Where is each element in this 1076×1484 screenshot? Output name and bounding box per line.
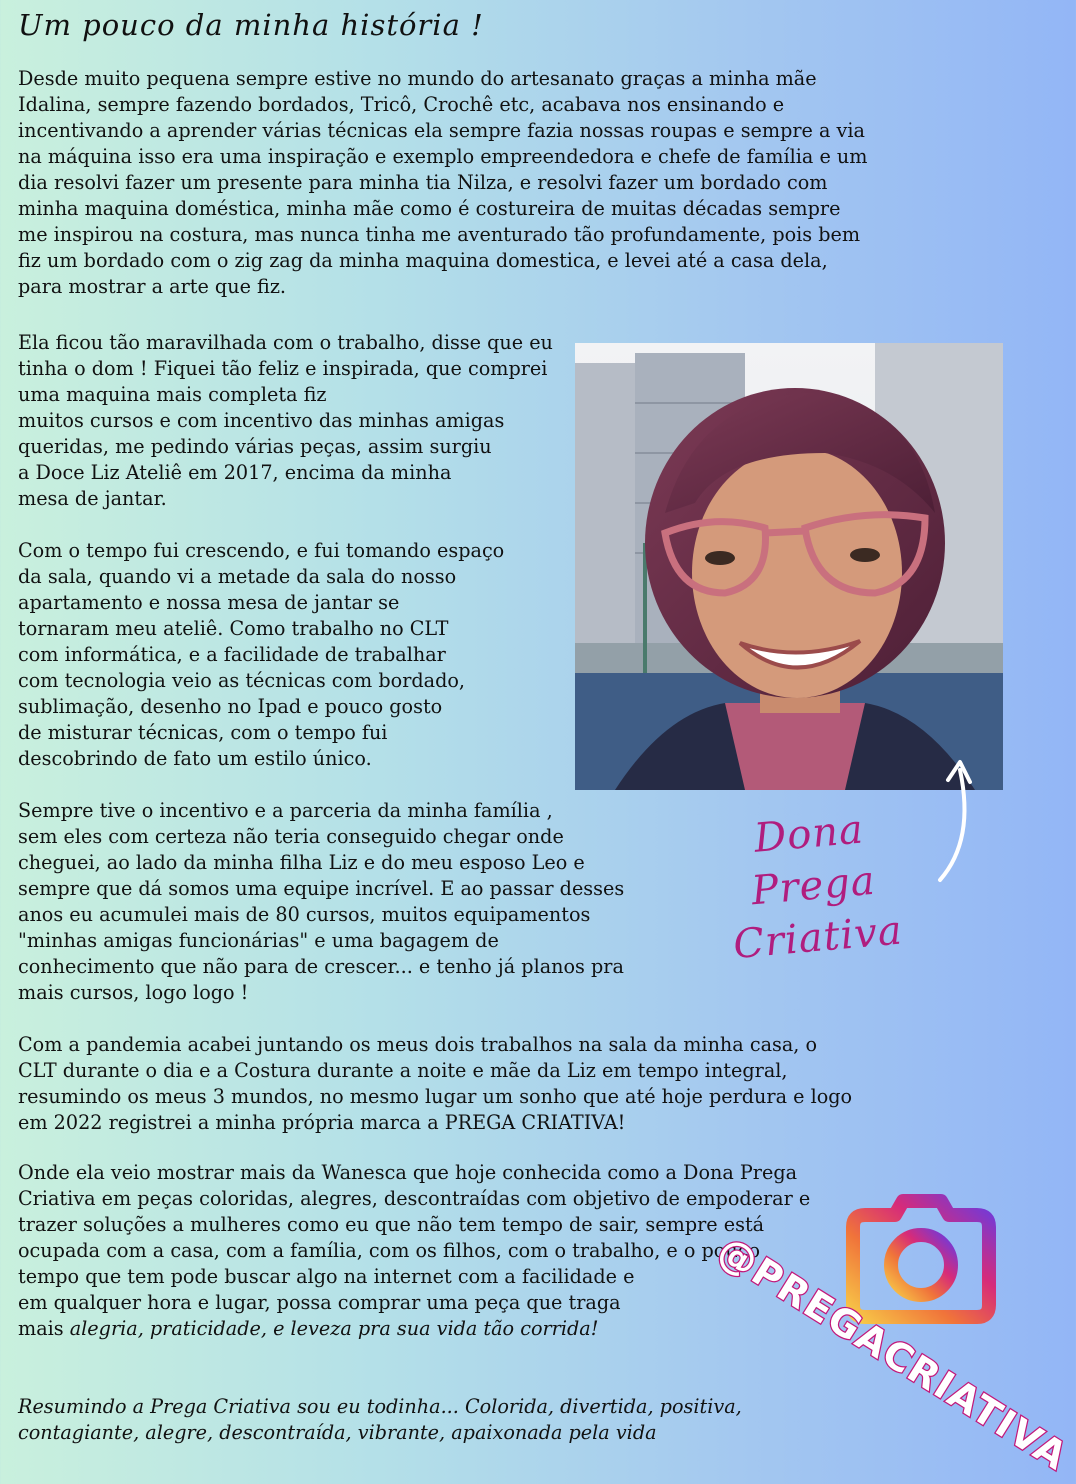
story-paragraph-7: Resumindo a Prega Criativa sou eu todinha... Colorida, divertida, positiva, contagiante, alegre, descontraída, vibrante, apaixonada pela vida (18, 1395, 742, 1444)
story-paragraph-6 (18, 1160, 810, 1342)
story-paragraph-5: Com a pandemia acabei juntando os meus dois trabalhos na sala da minha casa, o CLT durante o dia e a Costura durante a noite e mãe da Liz em tempo integral, resumindo os meus 3 mundos, no mesmo lugar um sonho que até hoje perdura e logo em 2022 registrei a minha própria marca a PREGA CRIATIVA! (18, 1033, 853, 1134)
story-paragraph-4: Sempre tive o incentivo e a parceria da minha família , sem eles com certeza não teria conseguido chegar onde cheguei, ao lado da minha filha Liz e do meu esposo Leo e sempre que dá somos uma equipe incrível. E ao passar desses anos eu acumulei mais de 80 cursos, muitos equipamentos "minhas amigas funcionárias" e uma bagagem de conhecimento que não para de crescer... e tenho já planos pra mais cursos, logo logo ! (18, 799, 625, 1004)
instagram-camera-icon[interactable] (845, 1175, 997, 1327)
signature-line-1: Dona Prega (749, 806, 878, 915)
paragraph-6-italic: alegria, praticidade, e leveza pra sua vida tão corrida! (69, 1317, 599, 1340)
paragraph-6-text: Onde ela veio mostrar mais da Wanesca que hoje conhecida como a Dona Prega Criativa em peças coloridas, alegres, descontraídas com objetivo de empoderar e trazer soluções a mulheres como eu que não tem tempo de sair, sempre está ocupada com a casa, com a família, com os filhos, com o trabalho, e o pouco tempo que tem pode buscar algo na internet com a facilidade e em qualquer hora e lugar, possa comprar uma peça que traga mais (18, 1161, 811, 1340)
story-paragraph-1: Desde muito pequena sempre estive no mundo do artesanato graças a minha mãe Idalina, sempre fazendo bordados, Tricô, Crochê etc, acabava nos ensinando e incentivando a aprender várias técnicas ela sempre fazia nossas roupas e sempre a via na máquina isso era uma inspiração e exemplo empreendedora e chefe de família e um dia resolvi fazer um presente para minha tia Nilza, e resolvi fazer um bordado com minha maquina doméstica, minha mãe como é costureira de muitas décadas sempre me inspirou na costura, mas nunca tinha me aventurado tão profundamente, pois bem fiz um bordado com o zig zag da minha maquina domestica, e levei até a casa dela, para mostrar a arte que fiz. (18, 67, 868, 298)
portrait-photo (575, 343, 1003, 790)
curved-arrow-icon (920, 750, 980, 890)
signature (700, 799, 928, 973)
page-title: Um pouco da minha história ! (18, 8, 484, 42)
story-paragraph-3: Com o tempo fui crescendo, e fui tomando espaço da sala, quando vi a metade da sala do nosso apartamento e nossa mesa de jantar se tornaram meu ateliê. Como trabalho no CLT com informática, e a facilidade de trabalhar com tecnologia veio as técnicas com bordado, sublimação, desenho no Ipad e pouco gosto de misturar técnicas, com o tempo fui descobrindo de fato um estilo único. (18, 539, 505, 770)
portrait-illustration (575, 343, 1003, 790)
instagram-handle[interactable]: @PREGACRIATIVA (710, 1227, 1076, 1480)
story-paragraph-2: Ela ficou tão maravilhada com o trabalho, disse que eu tinha o dom ! Fiquei tão feliz e inspirada, que comprei uma maquina mais completa fiz muitos cursos e com incentivo das minhas amigas queridas, me pedindo várias peças, assim surgiu a Doce Liz Ateliê em 2017, encima da minha mesa de jantar. (18, 331, 553, 510)
signature-line-2: Criativa (731, 907, 905, 969)
